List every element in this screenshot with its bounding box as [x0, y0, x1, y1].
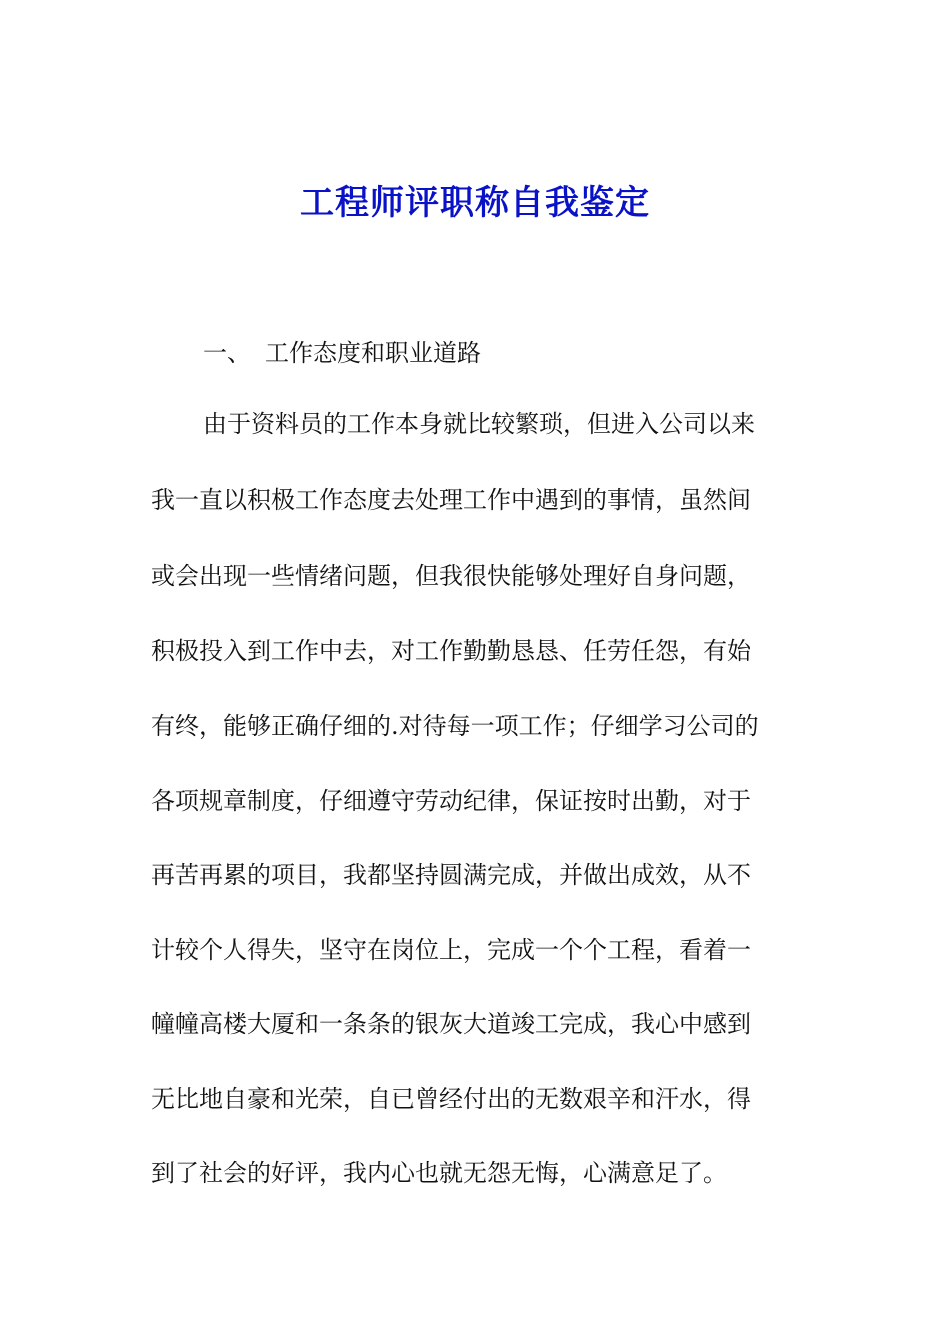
paragraph-line: 积极投入到工作中去，对工作勤勤恳恳、任劳任怨，有始 [151, 637, 751, 665]
paragraph-line: 有终，能够正确仔细的.对待每一项工作；仔细学习公司的 [151, 712, 759, 740]
paragraph-line: 再苦再累的项目，我都坚持圆满完成，并做出成效，从不 [151, 861, 751, 889]
paragraph-line: 幢幢高楼大厦和一条条的银灰大道竣工完成，我心中感到 [151, 1010, 751, 1038]
section-number: 一、 [203, 339, 251, 367]
paragraph-line: 由于资料员的工作本身就比较繁琐，但进入公司以来 [203, 410, 755, 438]
section-heading [203, 334, 803, 372]
paragraph-line: 无比地自豪和光荣，自已曾经付出的无数艰辛和汗水，得 [151, 1085, 751, 1113]
paragraph-line: 各项规章制度，仔细遵守劳动纪律，保证按时出勤，对于 [151, 787, 751, 815]
paragraph-line: 或会出现一些情绪问题，但我很快能够处理好自身问题， [151, 562, 751, 590]
document-title: 工程师评职称自我鉴定 [300, 183, 650, 223]
paragraph-line: 我一直以积极工作态度去处理工作中遇到的事情，虽然间 [151, 486, 751, 514]
paragraph-line: 到了社会的好评，我内心也就无怨无悔，心满意足了。 [151, 1159, 727, 1187]
section-heading-text: 工作态度和职业道路 [265, 339, 481, 367]
paragraph-line: 计较个人得失，坚守在岗位上，完成一个个工程，看着一 [151, 936, 751, 964]
